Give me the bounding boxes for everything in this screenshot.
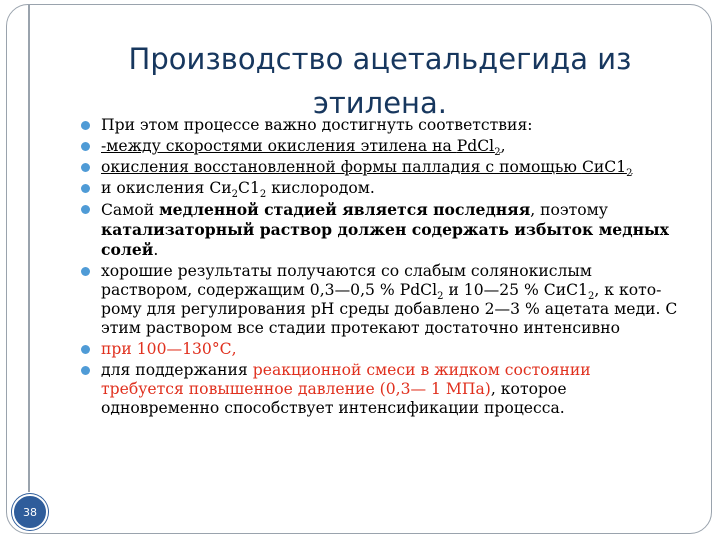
title-line-1: Производство ацетальдегида из (128, 42, 632, 77)
bullet-item: -между скоростями окисления этилена на PdCl$_2$, (78, 137, 678, 156)
bullet-dot-icon (81, 267, 90, 276)
bullet-text: для поддержания реакционной смеси в жидком состоянии требуется повышенное давление (0,3— 1 МПа), которое одновременно способствует интенсификации процесса. (101, 361, 591, 417)
bullet-dot-icon (81, 142, 90, 151)
bullet-dot-icon (81, 205, 90, 214)
bullet-item (78, 179, 678, 201)
bullet-item (78, 200, 678, 260)
bullet-dot-icon (81, 163, 90, 172)
bullet-text: Самой медленной стадией является последняя, поэтому катализаторный раствор должен содержать избыток медных солей. (101, 200, 669, 259)
bullet-dot-icon (81, 121, 90, 130)
title-line-2: этилена. (313, 86, 447, 121)
bullet-dot-icon (81, 184, 90, 193)
page-title (120, 37, 640, 125)
bullet-text: окисления восстановленной формы палладия с помощью $СиС1_2$ (101, 158, 633, 180)
bullet-item (78, 158, 678, 180)
bullet-list (78, 116, 678, 420)
bullet-dot-icon (81, 345, 90, 354)
bullet-item (78, 361, 678, 418)
bullet-dot-icon (81, 366, 90, 375)
bullet-text: при 100—130°С, (101, 340, 237, 358)
left-rule (28, 4, 30, 492)
bullet-item (78, 340, 678, 359)
bullet-text: и окисления $Си_2С1_2$ кислородом. (101, 179, 375, 201)
bullet-text: хорошие результаты получаются со слабым солянокислым раствором, содержащим 0,3—0,5 % PdCl$_2$ и 10—25 % $СиС1_2$, к кото-рому для регулирования рН среды добавлено 2—3 % ацетата меди. С этим раствором все стадии протекают достаточно интенсивно (101, 262, 678, 337)
page-number-badge: 38 (12, 494, 48, 530)
bullet-item (78, 262, 678, 338)
bullet-text: -между скоростями окисления этилена на PdCl$_2$ (101, 137, 501, 159)
bullet-item (78, 116, 678, 135)
bullet-text: При этом процессе важно достигнуть соответствия: (101, 116, 533, 134)
